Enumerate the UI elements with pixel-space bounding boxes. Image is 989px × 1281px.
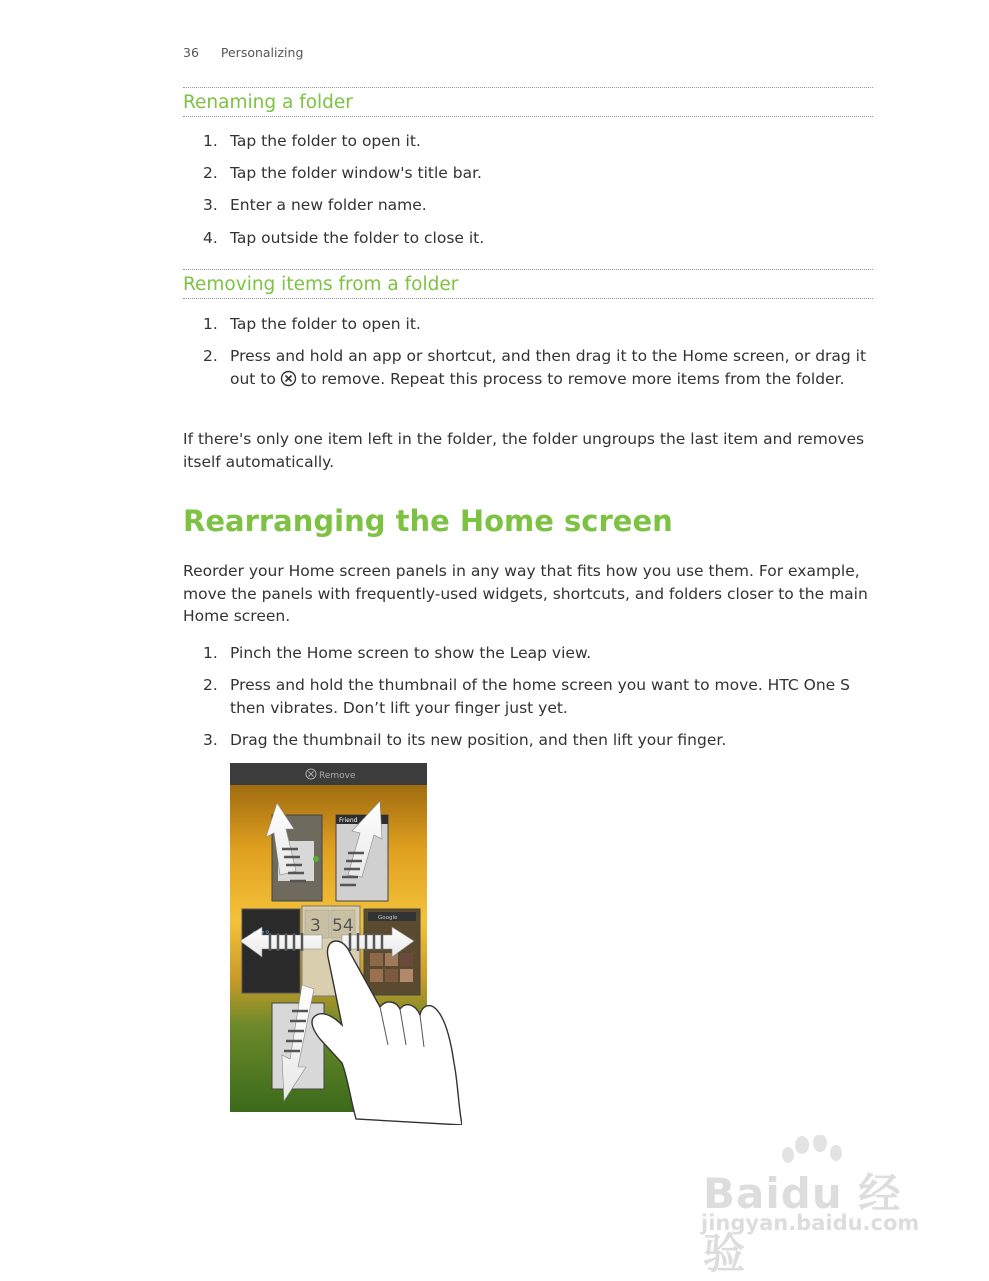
removing-items-heading: Removing items from a folder bbox=[183, 269, 873, 299]
panel-dot bbox=[313, 856, 319, 862]
step-number: 2. bbox=[203, 676, 218, 694]
step-text: Tap the folder to open it. bbox=[230, 315, 421, 333]
step-number: 1. bbox=[203, 644, 218, 662]
remove-bar-label: Remove bbox=[319, 771, 356, 781]
step-number: 2. bbox=[203, 164, 218, 182]
step-text: Enter a new folder name. bbox=[230, 196, 427, 214]
leap-view-illustration bbox=[230, 763, 462, 1125]
step-number: 1. bbox=[203, 315, 218, 333]
friend-stream-label: Friend bbox=[339, 817, 358, 824]
list-item bbox=[183, 162, 873, 185]
watermark-brand: Baidu 经验 bbox=[703, 1169, 902, 1278]
list-item bbox=[183, 642, 873, 665]
step-number: 1. bbox=[203, 132, 218, 150]
list-item bbox=[183, 674, 873, 719]
removing-note: If there's only one item left in the folder, the folder ungroups the last item and removes itself automatically. bbox=[183, 430, 865, 471]
watermark-url: jingyan.baidu.com bbox=[701, 1211, 920, 1235]
clock-hour: 3 bbox=[310, 916, 321, 936]
clock-minute: 54 bbox=[332, 916, 354, 936]
search-label: Google bbox=[378, 915, 398, 921]
list-item bbox=[183, 130, 873, 153]
step-text: Drag the thumbnail to its new position, and then lift your finger. bbox=[230, 731, 727, 749]
list-item bbox=[183, 313, 873, 336]
step-text-before: Press and hold an app or shortcut, and then drag it to the Home screen, or drag it out to bbox=[230, 347, 867, 388]
page-number: 36 bbox=[183, 45, 199, 60]
renaming-folder-heading: Renaming a folder bbox=[183, 87, 873, 117]
step-text: Tap the folder to open it. bbox=[230, 132, 421, 150]
step-number: 3. bbox=[203, 196, 218, 214]
step-text: Tap outside the folder to close it. bbox=[230, 229, 485, 247]
list-item bbox=[183, 729, 873, 752]
list-item bbox=[183, 194, 873, 217]
rearranging-intro: Reorder your Home screen panels in any way that fits how you use them. For example, move the panels with frequently-used widgets, shortcuts, and folders closer to the main Home screen. bbox=[183, 562, 868, 625]
step-number: 3. bbox=[203, 731, 218, 749]
step-text: Pinch the Home screen to show the Leap view. bbox=[230, 644, 592, 662]
step-text-after: to remove. Repeat this process to remove more items from the folder. bbox=[300, 369, 845, 388]
step-number: 4. bbox=[203, 229, 218, 247]
step-text: Press and hold the thumbnail of the home screen you want to move. HTC One S then vibrates. Don’t lift your finger just yet. bbox=[230, 676, 850, 717]
list-item bbox=[183, 227, 873, 250]
step-text: Tap the folder window's title bar. bbox=[230, 164, 482, 182]
step-text bbox=[230, 345, 873, 393]
section-name: Personalizing bbox=[220, 45, 304, 60]
step-number: 2. bbox=[203, 347, 218, 365]
rearranging-heading: Rearranging the Home screen bbox=[183, 504, 673, 538]
baidu-watermark bbox=[700, 1135, 940, 1278]
leap-view-svg bbox=[230, 763, 462, 1125]
list-item bbox=[183, 345, 873, 393]
remove-icon bbox=[280, 370, 297, 394]
page-header bbox=[183, 45, 303, 60]
